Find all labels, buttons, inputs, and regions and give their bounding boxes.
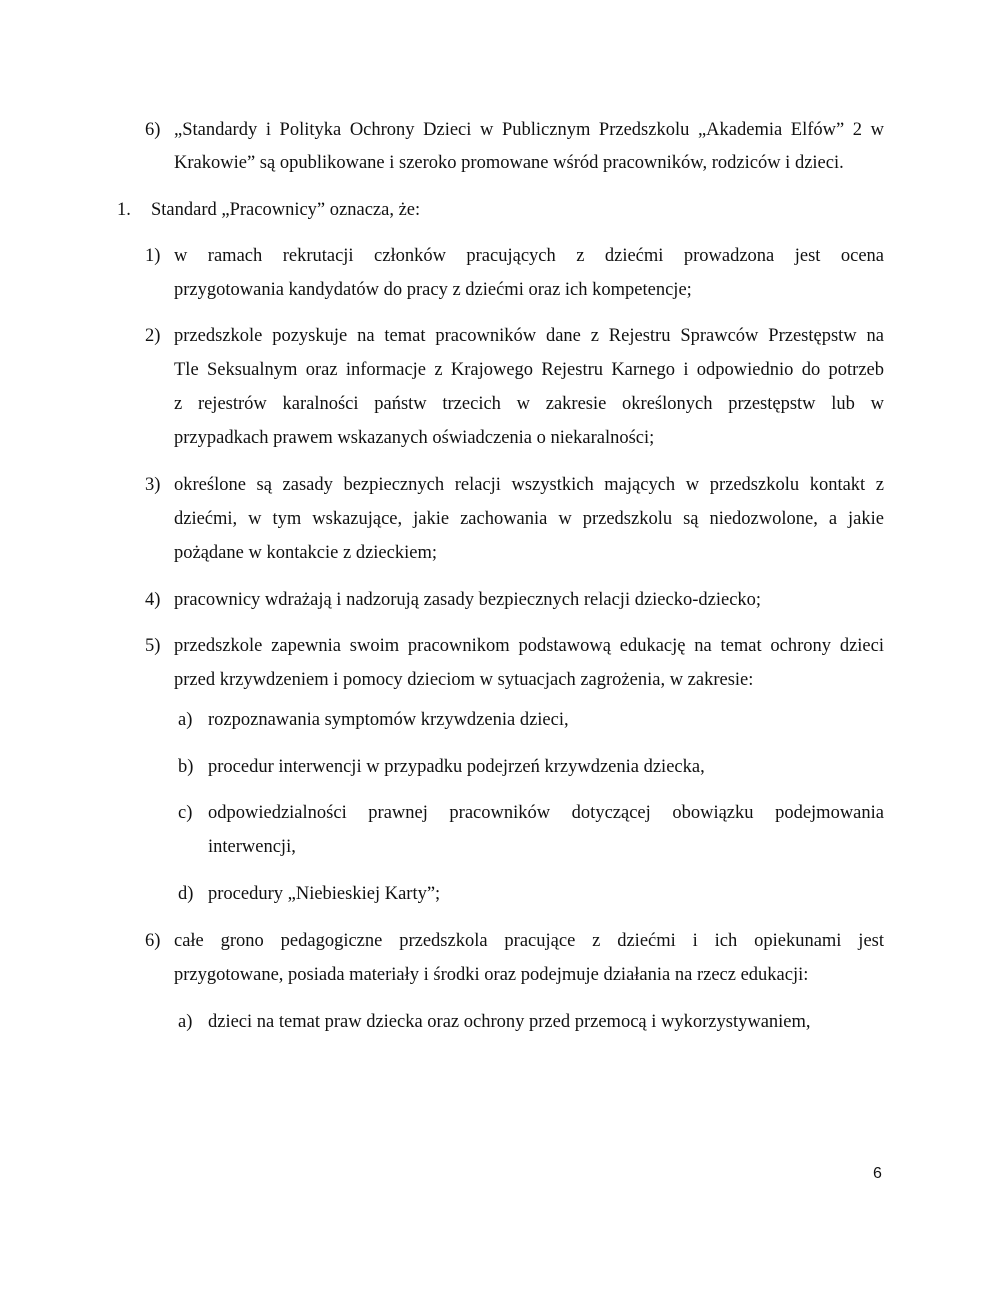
paragraph-line: Krakowie” są opublikowane i szeroko promowane wśród pracowników, rodziców i dzieci. <box>174 153 844 173</box>
list-marker: 6) <box>145 120 161 140</box>
list-marker: 5) <box>145 636 161 656</box>
paragraph-line: „Standardy i Polityka Ochrony Dzieci w Publicznym Przedszkolu „Akademia Elfów” 2 w <box>174 120 884 140</box>
list-marker: 1. <box>117 200 131 220</box>
list-marker: 4) <box>145 590 161 610</box>
paragraph-line: przedszkole zapewnia swoim pracownikom podstawową edukację na temat ochrony dzieci <box>174 636 884 656</box>
list-marker: 1) <box>145 246 161 266</box>
paragraph-line: przedszkole pozyskuje na temat pracowników dane z Rejestru Sprawców Przestępstw na <box>174 326 884 346</box>
paragraph-line: pożądane w kontakcie z dzieckiem; <box>174 543 437 563</box>
list-marker: d) <box>178 884 194 904</box>
list-marker: c) <box>178 803 193 823</box>
paragraph-line: w ramach rekrutacji członków pracujących z dziećmi prowadzona jest ocena <box>174 246 884 266</box>
paragraph-line: przygotowane, posiada materiały i środki oraz podejmuje działania na rzecz edukacji: <box>174 965 809 985</box>
paragraph-line: Tle Seksualnym oraz informacje z Krajowego Rejestru Karnego i odpowiednio do potrzeb <box>174 360 884 380</box>
paragraph-line: pracownicy wdrażają i nadzorują zasady bezpiecznych relacji dziecko-dziecko; <box>174 590 762 610</box>
paragraph-line: przygotowania kandydatów do pracy z dziećmi oraz ich kompetencje; <box>174 280 692 300</box>
paragraph-line: procedury „Niebieskiej Karty”; <box>208 884 441 904</box>
paragraph-line: odpowiedzialności prawnej pracowników dotyczącej obowiązku podejmowania <box>208 803 884 823</box>
list-marker: 6) <box>145 931 161 951</box>
paragraph-line: określone są zasady bezpiecznych relacji wszystkich mających w przedszkolu kontakt z <box>174 475 884 495</box>
page-number: 6 <box>873 1165 882 1182</box>
paragraph-line: dzieci na temat praw dziecka oraz ochrony przed przemocą i wykorzystywaniem, <box>208 1012 811 1032</box>
list-marker: a) <box>178 1012 193 1032</box>
paragraph-line: procedur interwencji w przypadku podejrzeń krzywdzenia dziecka, <box>208 757 705 777</box>
paragraph-line: całe grono pedagogiczne przedszkola pracujące z dziećmi i ich opiekunami jest <box>174 931 884 951</box>
list-marker: 2) <box>145 326 161 346</box>
paragraph-line: przypadkach prawem wskazanych oświadczenia o niekaralności; <box>174 428 655 448</box>
paragraph-line: dziećmi, w tym wskazujące, jakie zachowania w przedszkolu są niedozwolone, a jakie <box>174 509 884 529</box>
list-marker: a) <box>178 710 193 730</box>
list-marker: b) <box>178 757 194 777</box>
paragraph-line: rozpoznawania symptomów krzywdzenia dzieci, <box>208 710 569 730</box>
section-heading: Standard „Pracownicy” oznacza, że: <box>151 200 421 220</box>
list-marker: 3) <box>145 475 161 495</box>
paragraph-line: interwencji, <box>208 837 296 857</box>
paragraph-line: z rejestrów karalności państw trzecich w zakresie określonych przestępstw lub w <box>174 394 884 414</box>
paragraph-line: przed krzywdzeniem i pomocy dzieciom w sytuacjach zagrożenia, w zakresie: <box>174 670 754 690</box>
